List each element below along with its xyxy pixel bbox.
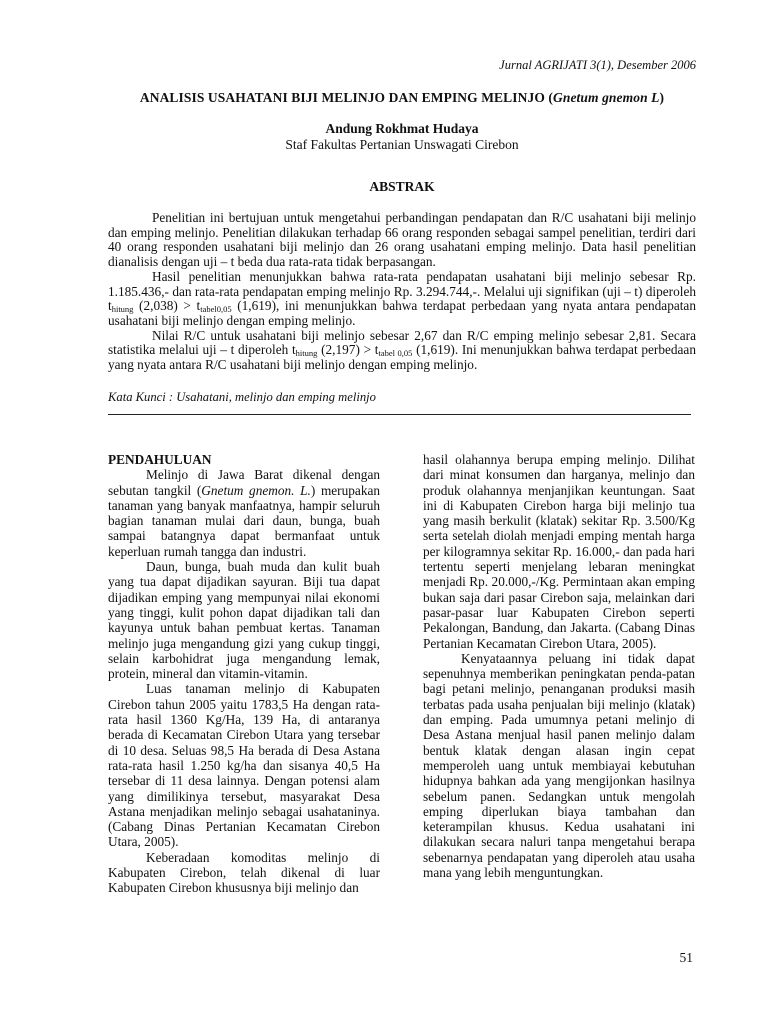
abstract-p2-subscript-2: tabel0,05 xyxy=(200,304,232,315)
abstract-p2-text-c: (1,619), ini menunjukkan bahwa terdapat perbedaan yang nyata antara pendapatan usahatani biji melinjo dengan emping melinjo. xyxy=(108,298,696,328)
abstract-p2-subscript-1: hitung xyxy=(111,304,134,315)
body-paragraph-5: hasil olahannya berupa emping melinjo. Dilihat dari minat konsumen dan harganya, melinjo dan produk olahannya menjanjikan keuntungan. Saat ini di Kabupaten Cirebon harga biji melinjo tua yang masih berkulit (klatak) sekitar Rp. 3.500/Kg serta setelah diolah menjadi emping mentah harga per kilogramnya sekitar Rp. 16.000,- dan pada hari tertentu seperti menjelang lebaran meningkat menjadi Rp. 20.000,-/Kg. Permintaan akan emping bukan saja dari pasar Cirebon saja, melainkan dari pasar-pasar luar Kabupaten Cirebon seperti Pekalongan, Bandung, dan Jakarta. (Cabang Dinas Pertanian Kecamatan Cirebon Utara, 2005). xyxy=(423,452,695,651)
abstract-paragraph-3 xyxy=(108,329,696,373)
body-paragraph-1 xyxy=(108,467,380,559)
abstract-p3-subscript-1: hitung xyxy=(295,348,318,359)
section-heading-pendahuluan: PENDAHULUAN xyxy=(108,452,212,467)
abstract-p3-subscript-2: tabel 0,05 xyxy=(378,348,413,359)
abstract-heading: ABSTRAK xyxy=(369,179,435,194)
abstract-p3-text-b: (2,197) > t xyxy=(317,342,379,358)
body-p1-text-b: ) merupakan tanaman yang banyak manfaatnya, hampir seluruh bagian tanaman mulai dari daun, bunga, buah sampai batangnya dapat bermanfaat untuk keperluan rumah tangga dan industri. xyxy=(108,482,381,559)
author-name: Andung Rokhmat Hudaya xyxy=(325,121,479,136)
body-paragraph-6: Kenyataannya peluang ini tidak dapat sepenuhnya memberikan peningkatan penda-patan bagi petani melinjo, penanganan produksi masih terbatas pada usaha penjualan biji melinjo (klatak) dan emping. Pada umumnya petani melinjo di Desa Astana menjual hasil panen melinjo dalam bentuk klatak dengan alasan ingin cepat memperoleh uang untuk membiayai kebutuhan hidupnya bahkan ada yang mengijonkan hasilnya sebelum panen. Sedangkan untuk mengolah emping diperlukan biaya tambahan dan keterampilan khusus. Kedua usahatani ini dilakukan secara naluri tanpa mengetahui berapa sebenarnya pendapatan yang diperoleh atau usaha mana yang lebih menguntungkan. xyxy=(423,650,695,881)
title-close: ) xyxy=(659,90,665,105)
abstract-p3-text-c: (1,619). Ini menunjukkan bahwa terdapat perbedaan yang nyata antara R/C usahatani biji melinjo dengan emping melinjo. xyxy=(108,342,696,373)
body-paragraph-2: Daun, bunga, buah muda dan kulit buah yang tua dapat dijadikan sayuran. Biji tua dapat dijadikan emping yang mempunyai nilai ekonomi yang tinggi, kulit pohon dapat dijadikan tali dan kayunya untuk bahan pembuat kertas. Tanaman melinjo juga mengandung gizi yang cukup tinggi, selain karbohidrat juga mengandung lemak, protein, mineral dan vitamin-vitamin. xyxy=(108,559,380,682)
abstract-p3-text-a: Nilai R/C untuk usahatani biji melinjo sebesar 2,67 dan R/C emping melinjo sebesar 2,81. Secara statistika melalui uji – t diperoleh t xyxy=(108,327,696,358)
author-affiliation: Staf Fakultas Pertanian Unswagati Cirebon xyxy=(285,137,519,152)
paper-title xyxy=(108,90,696,106)
abstract-body xyxy=(108,211,696,373)
abstract-paragraph-1: Penelitian ini bertujuan untuk mengetahui perbandingan pendapatan dan R/C usahatani biji melinjo dan emping melinjo. Penelitian dilakukan terhadap 66 orang responden sebagai sampel penelitian, terdiri dari 40 orang responden usahatani biji melinjo dan 26 orang usahatani emping melinjo. Data hasil penelitian dianalisis dengan uji – t beda dua rata-rata tidak berpasangan. xyxy=(108,210,696,270)
abstract-p2-text-b: (2,038) > t xyxy=(133,298,201,314)
title-latin-name: Gnetum gnemon L xyxy=(553,90,660,105)
left-column xyxy=(108,452,380,896)
abstract-p2-text-a: Hasil penelitian menunjukkan bahwa rata-rata pendapatan usahatani biji melinjo sebesar Rp. 1.185.436,- dan rata-rata pendapatan emping melinjo Rp. 3.294.744,-. Melalui uji signifikan (uji – t) diperoleh t xyxy=(108,268,696,314)
journal-citation: Jurnal AGRIJATI 3(1), Desember 2006 xyxy=(499,58,696,72)
body-paragraph-3: Luas tanaman melinjo di Kabupaten Cirebon tahun 2005 yaitu 1783,5 Ha dengan rata-rata hasil 1360 Kg/Ha, 139 Ha, di antaranya berada di Kecamatan Cirebon Utara yang tersebar di 10 desa. Seluas 98,5 Ha berada di Desa Astana rata-rata hasil 1.250 kg/ha dan sisanya 40,5 Ha tersebar di 11 desa lainnya. Dengan potensi alam yang dimilikinya tersebut, masyarakat Desa Astana menjadikan melinjo sebagai usahataninya. (Cabang Dinas Pertanian Kecamatan Cirebon Utara, 2005). xyxy=(108,681,380,850)
keywords: Kata Kunci : Usahatani, melinjo dan emping melinjo xyxy=(108,390,376,404)
abstract-divider xyxy=(108,414,691,415)
page-number: 51 xyxy=(679,950,693,965)
right-column xyxy=(423,452,695,880)
abstract-paragraph-2 xyxy=(108,270,696,329)
body-p1-latin-name: Gnetum gnemon. L. xyxy=(201,482,311,498)
title-text: ANALISIS USAHATANI BIJI MELINJO DAN EMPING MELINJO ( xyxy=(139,90,553,105)
body-p1-text-a: Melinjo di Jawa Barat dikenal dengan sebutan tangkil ( xyxy=(108,467,380,498)
body-paragraph-4: Keberadaan komoditas melinjo di Kabupaten Cirebon, telah dikenal di luar Kabupaten Cirebon khususnya biji melinjo dan xyxy=(108,849,380,896)
